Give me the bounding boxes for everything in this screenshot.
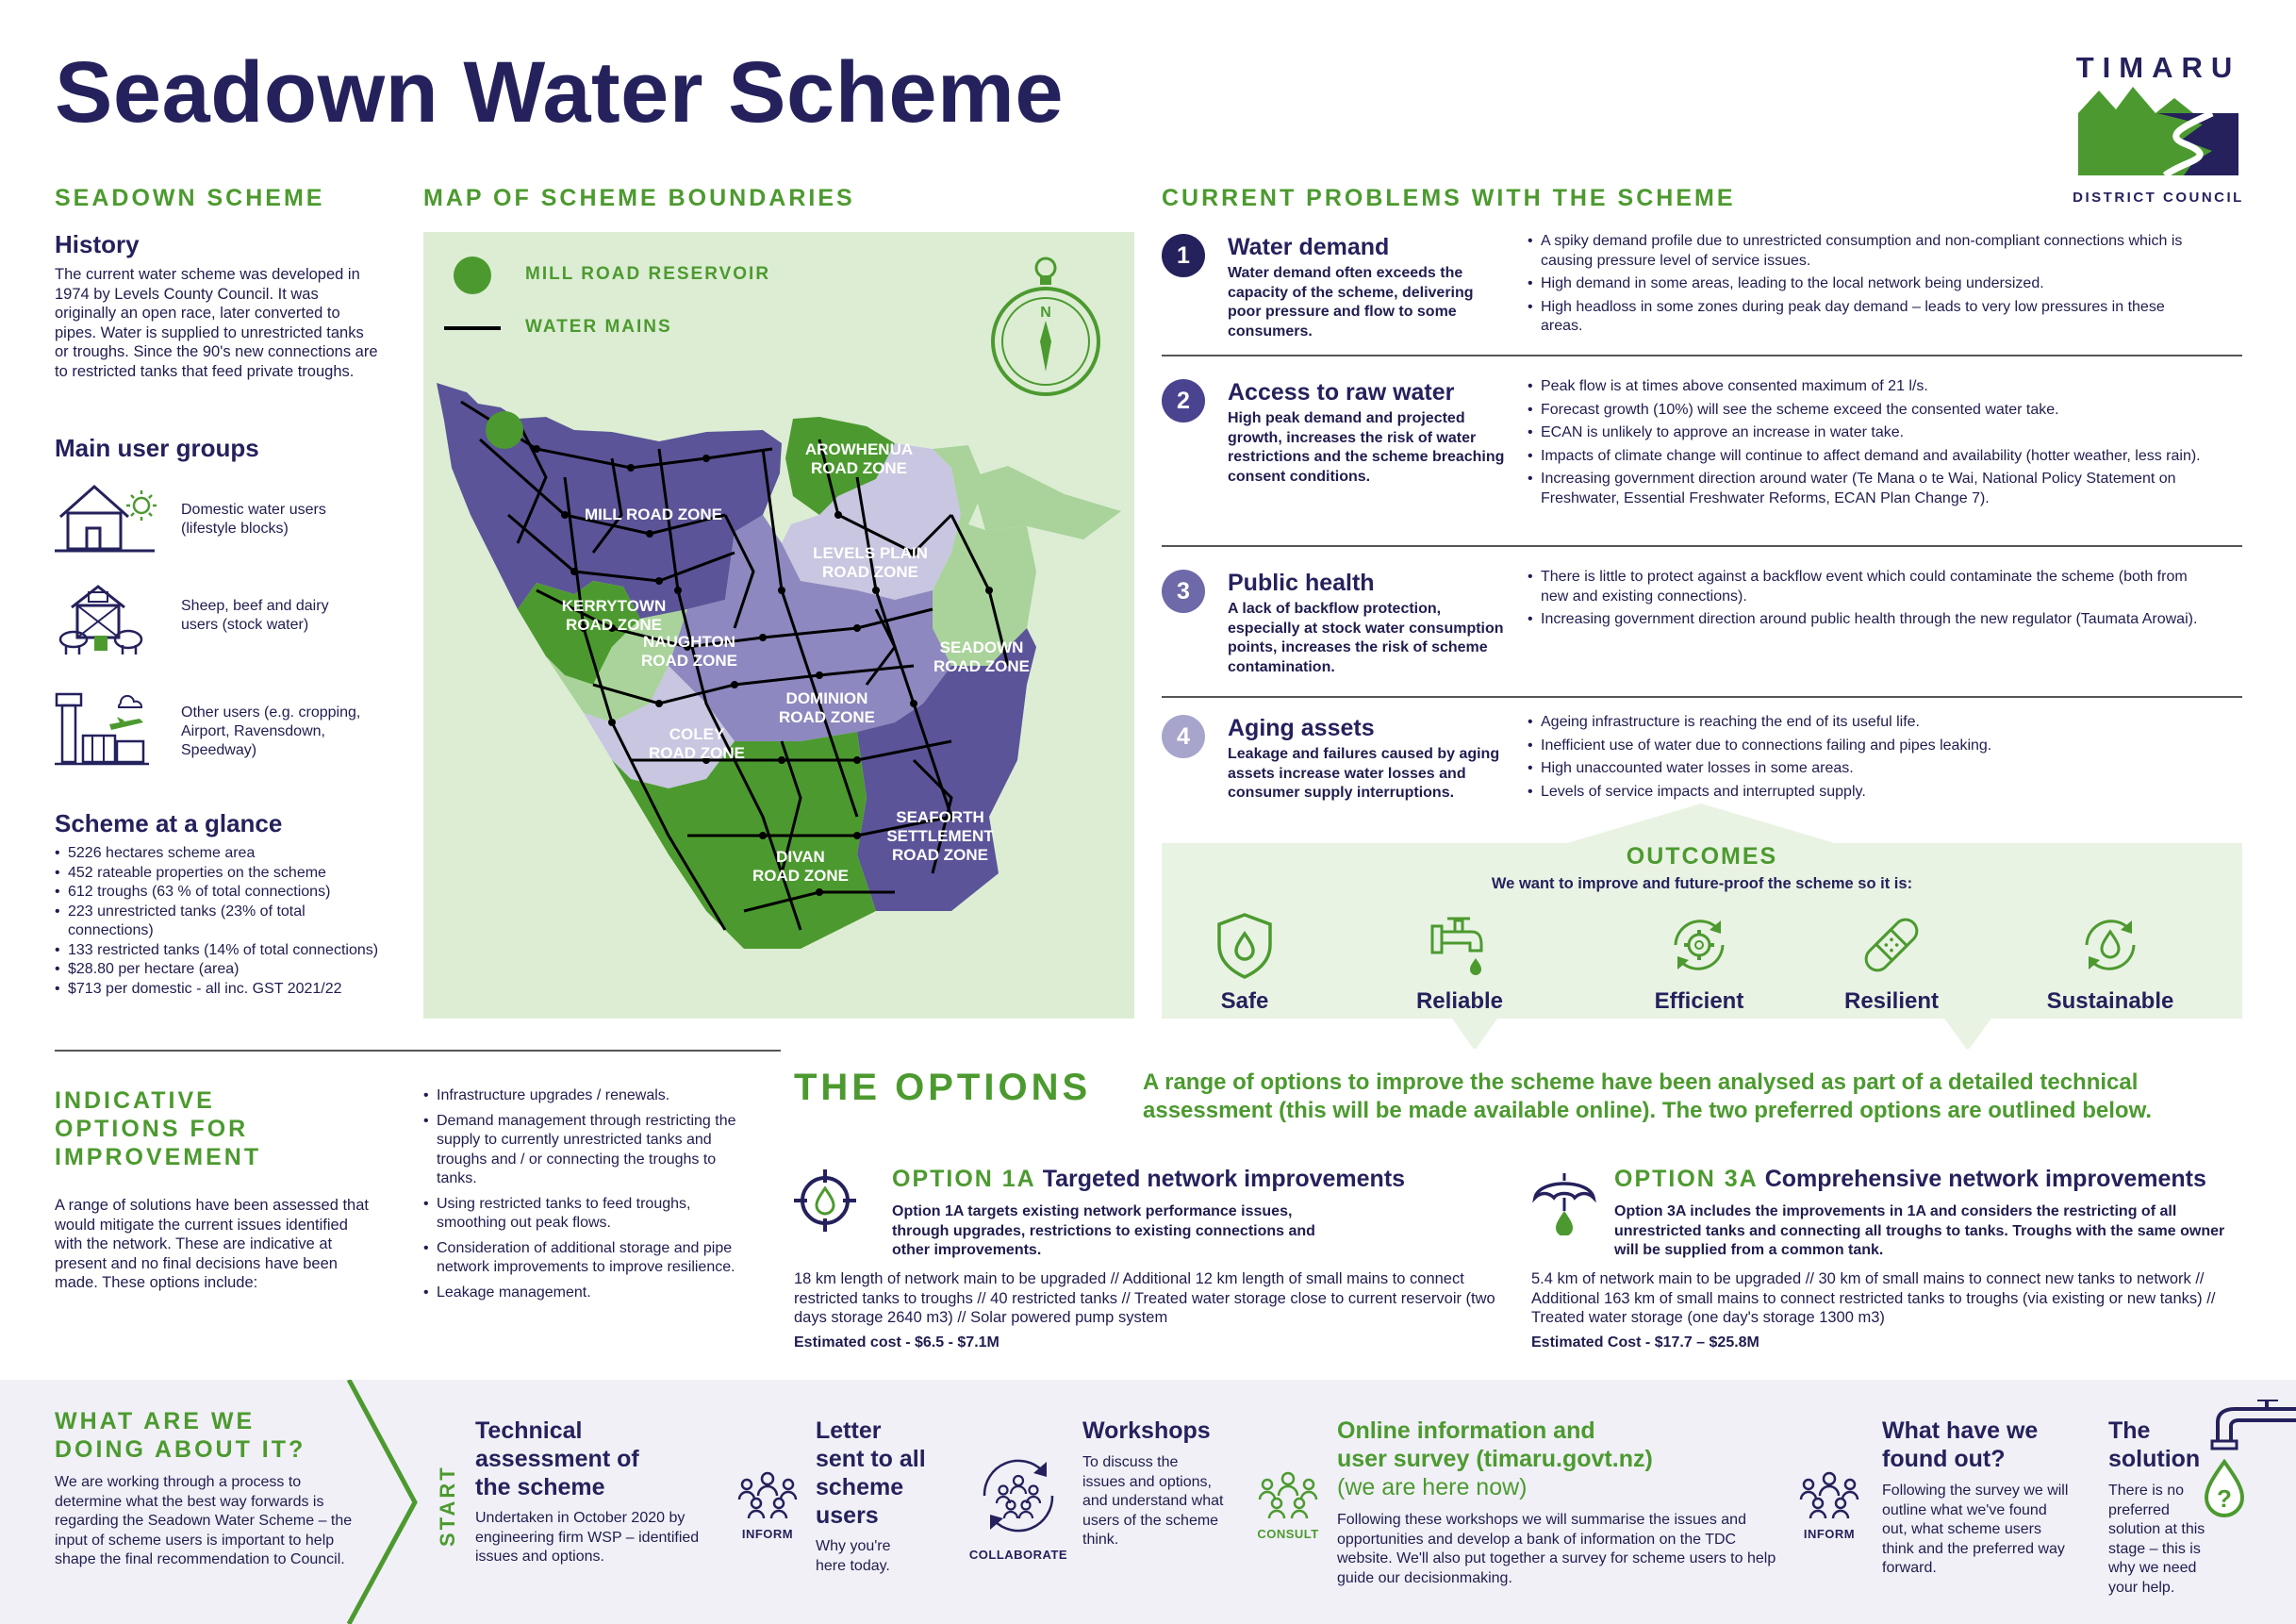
process-intro: We are working through a process to determine what the best way forwards is regarding the Seadown Water Scheme – the input of scheme users is important to help shape the final recommendation to Council. bbox=[55, 1474, 353, 1567]
problem-bullet: • ECAN is unlikely to approve an increase in water take. bbox=[1528, 423, 2206, 443]
legend-mains-label: WATER MAINS bbox=[525, 317, 672, 337]
user-groups-title: Main user groups bbox=[55, 434, 259, 462]
option-1a-label: OPTION 1A bbox=[892, 1166, 1036, 1192]
problem-title: Public health bbox=[1228, 570, 1375, 596]
step-found-title: What have we found out? bbox=[1882, 1417, 2039, 1472]
glance-item: • $28.80 per hectare (area) bbox=[55, 960, 394, 980]
problem-description: Water demand often exceeds the capacity of the scheme, delivering poor pressure and flow to some consumers. bbox=[1228, 265, 1474, 340]
step-technical-text: Undertaken in October 2020 by engineering firm WSP – identified issues and options. bbox=[475, 1510, 700, 1565]
tap-question-icon bbox=[2184, 1400, 2296, 1522]
step-letter-title: Letter sent to all scheme users bbox=[816, 1417, 926, 1529]
indicative-bullet: • Leakage management. bbox=[423, 1284, 753, 1303]
divider bbox=[1162, 545, 2242, 547]
inform-people-icon bbox=[1792, 1466, 1867, 1547]
outcome-label: Sustainable bbox=[2046, 988, 2174, 1014]
drop-cycle-icon bbox=[2077, 911, 2143, 979]
mill-road-reservoir-marker bbox=[486, 411, 523, 449]
we-are-here-label: (we are here now) bbox=[1337, 1474, 1528, 1500]
problem-bullets bbox=[1528, 377, 2206, 512]
zone-label-seaforth: SEAFORTH SETTLEMENT ROAD ZONE bbox=[886, 808, 994, 864]
collaborate-tag: COLLABORATE bbox=[968, 1548, 1068, 1562]
history-text: The current water scheme was developed in 1974 by Levels County Council. It was originally an open race, later converted to pipes. Water is supplied to unrestricted tanks or troughs. Since the 90's new connections are to restricted tanks that feed private troughs. bbox=[55, 266, 378, 380]
problem-bullet: • Increasing government direction around public health through the new regulator (Taumata Arowai). bbox=[1528, 610, 2206, 630]
problem-bullets bbox=[1528, 232, 2206, 340]
zone-label-coley: COLEY ROAD ZONE bbox=[649, 725, 745, 762]
step-solution-title: The solution bbox=[2108, 1417, 2201, 1472]
collaborate-icon bbox=[962, 1449, 1075, 1562]
compass-icon bbox=[989, 255, 1102, 406]
problem-bullets bbox=[1528, 713, 2206, 805]
option-1a-heading bbox=[892, 1166, 1405, 1193]
option-1a-details: 18 km length of network main to be upgraded // Additional 12 km length of small mains to connect restricted tanks to troughs // 40 restricted tanks // Treated water storage close to current reservoir (two days storage 2640 m3) // Solar powered pump system bbox=[794, 1270, 1495, 1326]
zone-label-arowhenua: AROWHENUA ROAD ZONE bbox=[804, 440, 914, 477]
problem-bullet: • High headloss in some zones during peak day demand – leads to very low pressures in these areas. bbox=[1528, 298, 2206, 337]
problem-bullet: • Inefficient use of water due to connections failing and pipes leaking. bbox=[1528, 737, 2206, 756]
step-workshops-text: To discuss the issues and options, and understand what users of the scheme think. bbox=[1082, 1454, 1224, 1548]
options-intro: A range of options to improve the scheme have been analysed as part of a detailed technical assessment (this will be made available online). The two preferred options are outlined below. bbox=[1143, 1069, 2153, 1123]
divider bbox=[55, 1050, 781, 1052]
problem-number-badge: 4 bbox=[1162, 715, 1205, 758]
glance-item: • 223 unrestricted tanks (23% of total connections) bbox=[55, 903, 394, 941]
seadown-scheme-heading: SEADOWN SCHEME bbox=[55, 185, 325, 211]
outcome-resilient bbox=[1816, 911, 1967, 1015]
outcome-sustainable bbox=[2035, 911, 2186, 1015]
step-solution-text: There is no preferred solution at this stage – this is why we need your help. bbox=[2108, 1483, 2205, 1596]
problem-bullet: • Peak flow is at times above consented maximum of 21 l/s. bbox=[1528, 377, 2206, 397]
outcome-reliable bbox=[1384, 911, 1535, 1015]
problem-bullet: • A spiky demand profile due to unrestricted consumption and non-compliant connections which is causing pressure level of service issues. bbox=[1528, 232, 2206, 271]
consult-tag: CONSULT bbox=[1257, 1527, 1319, 1541]
map-heading: MAP OF SCHEME BOUNDARIES bbox=[423, 185, 855, 211]
glance-title: Scheme at a glance bbox=[55, 809, 283, 837]
step-workshops-title: Workshops bbox=[1082, 1417, 1211, 1444]
east-extension-zone bbox=[970, 466, 1121, 539]
outcome-label: Efficient bbox=[1654, 988, 1744, 1014]
problem-bullet: • Increasing government direction around water (Te Mana o te Wai, National Policy Statement on Freshwater, Essential Freshwater Reforms, ECAN Plan Change 7). bbox=[1528, 470, 2206, 508]
problems-heading: CURRENT PROBLEMS WITH THE SCHEME bbox=[1162, 185, 1736, 211]
glance-item: • 452 rateable properties on the scheme bbox=[55, 864, 394, 884]
option-3a-title: Comprehensive network improvements bbox=[1764, 1166, 2206, 1192]
step-found-text: Following the survey we will outline what we've found out, what scheme users think and the preferred way forward. bbox=[1882, 1483, 2069, 1576]
inform-tag: INFORM bbox=[741, 1527, 794, 1541]
outcome-label: Safe bbox=[1220, 988, 1269, 1014]
page-title: Seadown Water Scheme bbox=[55, 44, 1065, 141]
consult-people-icon bbox=[1250, 1466, 1326, 1547]
scheme-map bbox=[423, 232, 1134, 1019]
outcome-safe bbox=[1169, 911, 1320, 1015]
zone-label-seadown: SEADOWN ROAD ZONE bbox=[933, 638, 1030, 675]
user-group-label: Sheep, beef and dairy users (stock water) bbox=[181, 598, 329, 633]
problem-description: Leakage and failures caused by aging assets increase water losses and consumer supply interruptions. bbox=[1228, 746, 1500, 801]
step-online-text: Following these workshops we will summarise the issues and opportunities and develop a bank of information on the TDC website. We'll also put together a survey for scheme users to help guide our decisionmaking. bbox=[1337, 1512, 1776, 1586]
logo-mountain-river-icon bbox=[2071, 85, 2246, 183]
option-3a-summary: Option 3A includes the improvements in 1A and considers the restricting of all unrestricted tanks and connecting all troughs to tanks. Troughs with the same owner will be supplied from a common tank. bbox=[1614, 1203, 2225, 1258]
svg-text:N: N bbox=[1040, 305, 1051, 321]
option-3a-label: OPTION 3A bbox=[1614, 1166, 1759, 1192]
outcome-efficient bbox=[1624, 911, 1775, 1015]
problem-card bbox=[1162, 379, 2242, 530]
user-group-label: Other users (e.g. cropping, Airport, Ravensdown, Speedway) bbox=[181, 704, 361, 758]
outcomes-subtitle: We want to improve and future-proof the scheme so it is: bbox=[1491, 875, 1913, 892]
logo-wordmark: TIMARU bbox=[2075, 51, 2241, 84]
outcome-label: Resilient bbox=[1843, 988, 1940, 1014]
indicative-text: A range of solutions have been assessed that would mitigate the current issues identified with the network. These are indicative at present and no final decisions have been made. These options include: bbox=[55, 1197, 369, 1291]
glance-item: • 133 restricted tanks (14% of total connections) bbox=[55, 941, 394, 961]
umbrella-icon bbox=[1531, 1169, 1597, 1235]
outcomes-title: OUTCOMES bbox=[1626, 843, 1778, 870]
problem-title: Water demand bbox=[1228, 234, 1390, 260]
option-3a-details: 5.4 km of network main to be upgraded // 30 km of small mains to connect new tanks to network // Additional 163 km of small mains to connect restricted tanks to troughs (via existing or new tanks) // Treated water storage (one day's storage 1300 m3) bbox=[1531, 1270, 2216, 1326]
problem-bullet: • Impacts of climate change will continue to affect demand and availability (hotter weather, less rain). bbox=[1528, 447, 2206, 467]
step-letter-text: Why you're here today. bbox=[816, 1538, 891, 1574]
target-icon bbox=[794, 1169, 856, 1232]
zone-label-divan: DIVAN ROAD ZONE bbox=[752, 848, 849, 885]
house-icon bbox=[55, 479, 160, 555]
start-label: START bbox=[436, 1465, 459, 1547]
step-technical-title: Technical assessment of the scheme bbox=[475, 1417, 639, 1500]
svg-text:?: ? bbox=[2217, 1484, 2232, 1513]
outcomes-panel bbox=[1162, 843, 2242, 1019]
step-online-title: Online information and user survey (timaru.govt.nz) bbox=[1337, 1417, 1653, 1472]
glance-list bbox=[55, 844, 394, 999]
problem-title: Access to raw water bbox=[1228, 379, 1455, 406]
indicative-bullet: • Demand management through restricting the supply to currently unrestricted tanks and troughs and / or connecting the troughs to tanks. bbox=[423, 1112, 753, 1189]
problem-title: Aging assets bbox=[1228, 715, 1375, 741]
problem-card bbox=[1162, 570, 2242, 683]
timaru-logo bbox=[2071, 51, 2246, 206]
bandage-icon bbox=[1858, 911, 1924, 979]
problem-bullet: • High unaccounted water losses in some areas. bbox=[1528, 759, 2206, 779]
history-title: History bbox=[55, 230, 140, 258]
problem-bullet: • High demand in some areas, leading to the local network being undersized. bbox=[1528, 274, 2206, 294]
problem-bullet: • Forecast growth (10%) will see the scheme exceed the consented water take. bbox=[1528, 401, 2206, 421]
cog-cycle-icon bbox=[1666, 911, 1732, 979]
problem-description: A lack of backflow protection, especially at stock water consumption points, increases the risk of scheme contamination. bbox=[1228, 601, 1504, 675]
glance-item: • $713 per domestic - all inc. GST 2021/22 bbox=[55, 980, 394, 1000]
inform-people-icon bbox=[730, 1466, 805, 1547]
glance-item: • 5226 hectares scheme area bbox=[55, 844, 394, 864]
divider bbox=[1162, 355, 2242, 356]
problem-number-badge: 3 bbox=[1162, 570, 1205, 613]
problem-number-badge: 2 bbox=[1162, 379, 1205, 423]
process-heading: WHAT ARE WE DOING ABOUT IT? bbox=[55, 1408, 306, 1463]
shield-drop-icon bbox=[1212, 911, 1278, 979]
inform-tag: INFORM bbox=[1803, 1527, 1856, 1541]
zone-label-millroad: MILL ROAD ZONE bbox=[584, 505, 723, 523]
problem-bullet: • Ageing infrastructure is reaching the end of its useful life. bbox=[1528, 713, 2206, 733]
logo-subtitle: DISTRICT COUNCIL bbox=[2073, 190, 2244, 206]
problem-number-badge: 1 bbox=[1162, 234, 1205, 277]
problem-bullets bbox=[1528, 568, 2206, 634]
farm-icon bbox=[55, 579, 149, 658]
option-1a-summary: Option 1A targets existing network performance issues, through upgrades, restrictions to existing connections and other improvements. bbox=[892, 1203, 1315, 1258]
glance-item: • 612 troughs (63 % of total connections) bbox=[55, 883, 394, 903]
zone-label-dominion: DOMINION ROAD ZONE bbox=[779, 689, 875, 726]
problem-bullet: • Levels of service impacts and interrupted supply. bbox=[1528, 783, 2206, 803]
user-group-label: Domestic water users (lifestyle blocks) bbox=[181, 502, 326, 537]
divider bbox=[1162, 696, 2242, 698]
zone-label-kerrytown: KERRYTOWN ROAD ZONE bbox=[561, 597, 667, 634]
tap-icon bbox=[1427, 911, 1493, 979]
legend-reservoir-label: MILL ROAD RESERVOIR bbox=[525, 264, 771, 284]
option-1a-cost: Estimated cost - $6.5 - $7.1M bbox=[794, 1334, 999, 1351]
option-3a-cost: Estimated Cost - $17.7 – $25.8M bbox=[1531, 1334, 1759, 1351]
problem-card bbox=[1162, 234, 2242, 347]
indicative-bullet: • Using restricted tanks to feed troughs, smoothing out peak flows. bbox=[423, 1195, 753, 1234]
reservoir-legend-dot bbox=[454, 257, 491, 294]
problem-bullet: • There is little to protect against a backflow event which could contaminate the scheme (both from new and existing connections). bbox=[1528, 568, 2206, 606]
airport-icon bbox=[55, 688, 149, 770]
indicative-heading: INDICATIVE OPTIONS FOR IMPROVEMENT bbox=[55, 1087, 262, 1170]
indicative-bullet: • Consideration of additional storage and pipe network improvements to improve resilience. bbox=[423, 1239, 753, 1278]
indicative-bullet: • Infrastructure upgrades / renewals. bbox=[423, 1086, 753, 1106]
zone-label-naughton: NAUGHTON ROAD ZONE bbox=[641, 633, 737, 670]
outcome-label: Reliable bbox=[1415, 988, 1504, 1014]
problem-description: High peak demand and projected growth, increases the risk of water restrictions and the scheme breaching consent conditions. bbox=[1228, 410, 1505, 485]
option-1a-title: Targeted network improvements bbox=[1042, 1166, 1406, 1192]
options-heading: THE OPTIONS bbox=[794, 1067, 1092, 1108]
option-3a-heading bbox=[1614, 1166, 2206, 1193]
indicative-bullets bbox=[423, 1086, 753, 1302]
zone-label-levels: LEVELS PLAIN ROAD ZONE bbox=[813, 544, 928, 581]
process-chevron bbox=[339, 1380, 424, 1624]
